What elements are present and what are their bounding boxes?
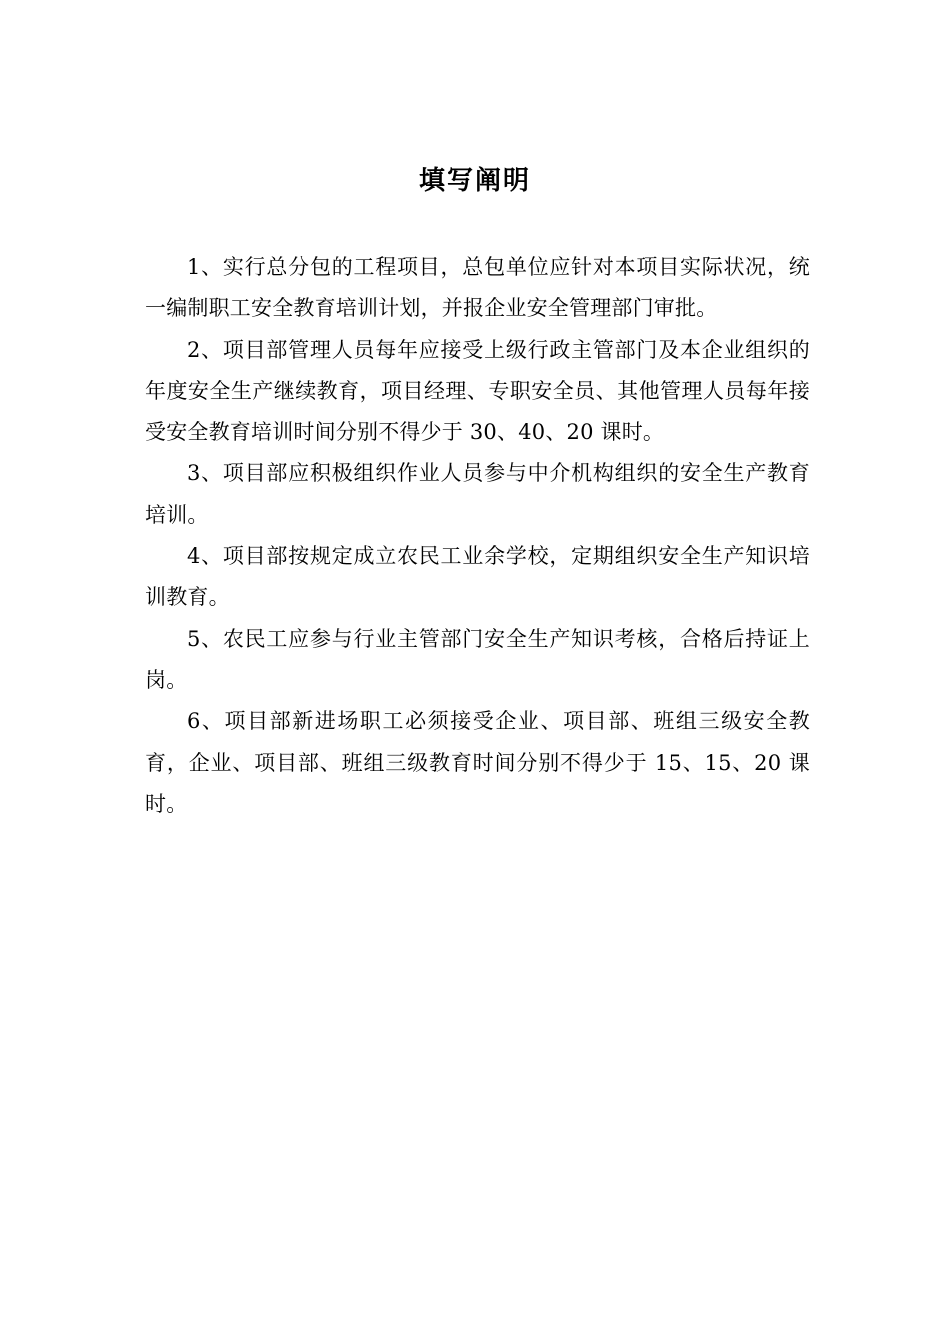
instructions-body [145,247,810,825]
instruction-paragraph-4: 4、项目部按规定成立农民工业余学校，定期组织安全生产知识培训教育。 [145,544,810,610]
instruction-paragraph-3: 3、项目部应积极组织作业人员参与中介机构组织的安全生产教育培训。 [145,461,810,527]
instruction-paragraph-5: 5、农民工应参与行业主管部门安全生产知识考核，合格后持证上岗。 [145,626,810,692]
instruction-paragraph-6: 6、项目部新进场职工必须接受企业、项目部、班组三级安全教育，企业、项目部、班组三级教育时间分别不得少于 15、15、20 课时。 [145,709,810,816]
instruction-paragraph-1: 1、实行总分包的工程项目，总包单位应针对本项目实际状况，统一编制职工安全教育培训计划，并报企业安全管理部门审批。 [145,255,810,321]
instruction-paragraph-2: 2、项目部管理人员每年应接受上级行政主管部门及本企业组织的年度安全生产继续教育，项目经理、专职安全员、其他管理人员每年接受安全教育培训时间分别不得少于 30、40、20 课时。 [145,337,810,445]
page-title: 填写阐明 [418,166,531,196]
